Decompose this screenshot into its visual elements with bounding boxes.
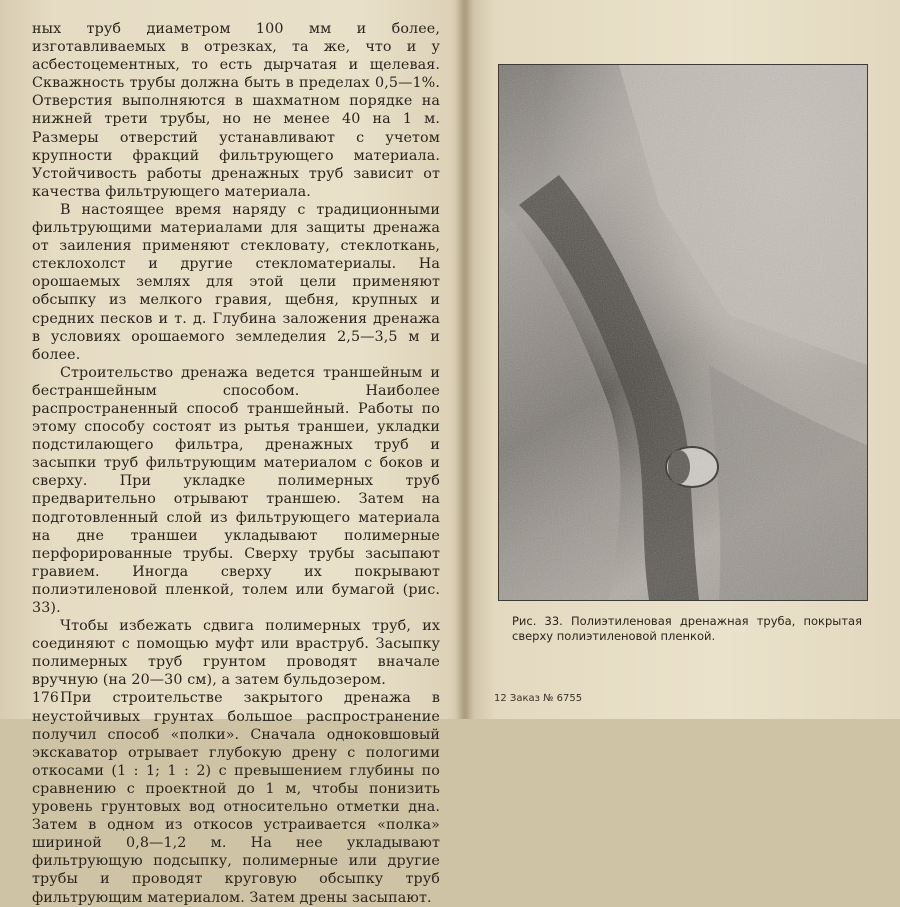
paragraph-5: При строительстве закрытого дренажа в неустойчивых грунтах большое распространение получил способ «полки». Сначала одноковшовый экскаватор отрывает глубокую дрену с пологими откосами (1 : 1; 1 : 2) с превышением глубины по сравнению с проектной до 1 м, чтобы понизить уровень грунтовых вод относительно отметки дна. Затем в одном из откосов устраивается «полка» шириной 0,8—1,2 м. На нее укладывают фильтрующую подсыпку, полимерные или другие трубы и проводят круговую обсыпку труб фильтрующим материалом. Затем дрены засыпают. xyxy=(32,690,440,906)
page-number: 176 xyxy=(32,690,59,706)
figure-caption: Рис. 33. Полиэтиленовая дренажная труба, покрытая сверху полиэтиленовой пленкой. xyxy=(512,614,862,643)
paragraph-4: Чтобы избежать сдвига полимерных труб, их соединяют с помощью муфт или враструб. Засыпку полимерных труб грунтом проводят вначале вручную (на 20—30 см), а затем бульдозером. xyxy=(32,618,440,689)
paragraph-3: Строительство дренажа ведется траншейным и бестраншейным способом. Наиболее распространенный способ траншейный. Работы по этому способу состоят из рытья траншеи, укладки подстилающего фильтра, дренажных труб и засыпки труб фильтрующим материалом с боков и сверху. При укладке полимерных труб предварительно отрывают траншею. Затем на подготовленный слой из фильтрующего материала на дне траншеи укладывают полимерные перфорированные трубы. Сверху трубы засыпают гравием. Иногда сверху их покрывают полиэтиленовой пленкой, толем или бумагой (рис. 33). xyxy=(32,364,440,616)
paragraph-2: В настоящее время наряду с традиционными фильтрующими материалами для защиты дренажа от заиления применяют стекловату, стеклоткань, стеклохолст и другие стекломатериалы. На орошаемых землях для этой цели применяют обсыпку из мелкого гравия, щебня, крупных и средних песков и т. д. Глубина заложения дренажа в условиях орошаемого земледелия 2,5—3,5 м и более. xyxy=(32,201,440,363)
body-text xyxy=(32,20,440,907)
figure-photo-drainage-pipe xyxy=(498,64,868,601)
paragraph-1: ных труб диаметром 100 мм и более, изготавливаемых в отрезках, та же, что и у асбестоцементных, то есть дырчатая и щелевая. Скважность трубы должна быть в пределах 0,5—1%. Отверстия выполняются в шахматном порядке на нижней трети трубы, но не менее 40 на 1 м. Размеры отверстий устанавливают с учетом крупности фракций фильтрующего материала. Устойчивость работы дренажных труб зависит от качества фильтрующего материала. xyxy=(32,21,440,200)
book-gutter xyxy=(456,0,474,719)
signature-footer: 12 Заказ № 6755 xyxy=(494,693,583,704)
left-page xyxy=(32,20,440,906)
photo-illustration xyxy=(499,65,867,600)
